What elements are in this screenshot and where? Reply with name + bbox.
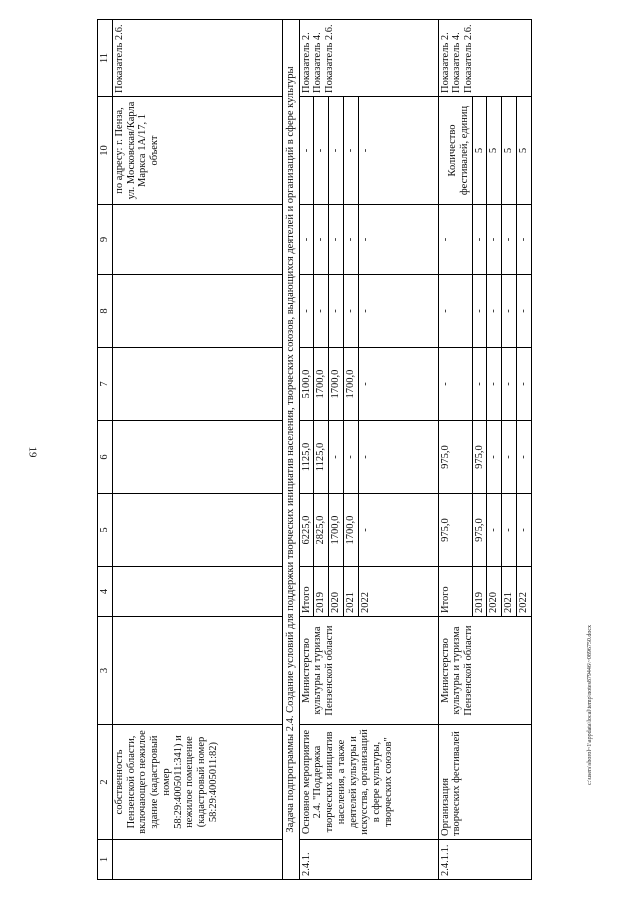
measure-row [438, 20, 472, 880]
value-cell: 1700,0 [343, 348, 358, 421]
measure-number: 2.4.1.1. [438, 840, 531, 880]
header-cell: 9 [98, 205, 113, 275]
measure-executor: Министерство культуры и туризма Пензенской области [438, 617, 531, 725]
year-cell: 2022 [358, 567, 438, 617]
unit-label: Количество фестивалей, единиц [438, 97, 472, 205]
footer-file-path: c:\users\sborol~1\appdata\local\temp\notes879446\~0896750.docx [587, 625, 593, 785]
value-cell: 975,0 [472, 494, 487, 567]
header-cell: 4 [98, 567, 113, 617]
value-cell: - [343, 97, 358, 205]
value-cell: 5 [487, 97, 502, 205]
value-cell: - [516, 348, 531, 421]
measure-name: Основное мероприятие 2.4. "Поддержка творческих инициатив населения, а также деятелей культуры и искусства, организаций в сфере культуры, творческих союзов" [299, 725, 438, 840]
value-cell: - [472, 348, 487, 421]
header-cell: 7 [98, 348, 113, 421]
value-cell: 5 [472, 97, 487, 205]
year-cell: 2020 [329, 567, 344, 617]
year-cell: 2020 [487, 567, 502, 617]
value-cell: - [502, 275, 517, 348]
value-cell: - [516, 421, 531, 494]
measure-name: Организация творческих фестивалей [438, 725, 531, 840]
value-cell: - [516, 205, 531, 275]
year-cell: 2021 [343, 567, 358, 617]
year-cell: Итого [438, 567, 472, 617]
year-cell: 2019 [314, 567, 329, 617]
value-cell: - [299, 97, 314, 205]
value-cell: - [299, 205, 314, 275]
year-cell: 2022 [516, 567, 531, 617]
value-cell: - [358, 275, 438, 348]
value-cell: - [358, 205, 438, 275]
value-cell: 2825,0 [314, 494, 329, 567]
header-cell: 6 [98, 421, 113, 494]
value-cell: - [343, 421, 358, 494]
value-cell: - [343, 205, 358, 275]
value-cell: - [438, 275, 472, 348]
measure-indicators: Показатель 2. Показатель 4. Показатель 2.6. [299, 20, 438, 97]
header-cell: 8 [98, 275, 113, 348]
value-cell: - [487, 348, 502, 421]
header-cell: 10 [98, 97, 113, 205]
value-cell: - [343, 275, 358, 348]
value-cell: 975,0 [472, 421, 487, 494]
value-cell: 1700,0 [329, 494, 344, 567]
value-cell: 6225,0 [299, 494, 314, 567]
value-cell: - [487, 421, 502, 494]
value-cell: - [438, 348, 472, 421]
value-cell: 1125,0 [314, 421, 329, 494]
task-row [282, 20, 299, 880]
value-cell: - [487, 494, 502, 567]
value-cell: - [358, 494, 438, 567]
measure-indicators: Показатель 2. Показатель 4. Показатель 2.6. [438, 20, 531, 97]
value-cell: - [487, 275, 502, 348]
property-row [112, 20, 282, 880]
value-cell: - [502, 348, 517, 421]
program-table [97, 19, 532, 880]
value-cell: - [487, 205, 502, 275]
value-cell: - [502, 205, 517, 275]
value-cell: 5100,0 [299, 348, 314, 421]
value-cell: - [358, 348, 438, 421]
value-cell: - [314, 275, 329, 348]
value-cell: 1125,0 [299, 421, 314, 494]
value-cell: - [314, 97, 329, 205]
value-cell: - [358, 97, 438, 205]
header-cell: 1 [98, 840, 113, 880]
value-cell: - [438, 205, 472, 275]
value-cell: - [314, 205, 329, 275]
value-cell: - [329, 421, 344, 494]
rotated-page-content [97, 20, 555, 880]
header-cell: 2 [98, 725, 113, 840]
value-cell: 5 [502, 97, 517, 205]
value-cell: 975,0 [438, 421, 472, 494]
value-cell: 1700,0 [343, 494, 358, 567]
header-cell: 5 [98, 494, 113, 567]
value-cell: 975,0 [438, 494, 472, 567]
value-cell: - [502, 494, 517, 567]
measure-executor: Министерство культуры и туризма Пензенской области [299, 617, 438, 725]
value-cell: - [516, 275, 531, 348]
property-address: по адресу: г. Пенза, ул. Московская/Карла Маркса 1А/17, 1 объект [112, 97, 282, 205]
header-cell: 3 [98, 617, 113, 725]
measure-row [299, 20, 314, 880]
page-number: 19 [26, 446, 39, 458]
value-cell: 1700,0 [314, 348, 329, 421]
value-cell: - [516, 494, 531, 567]
value-cell: - [502, 421, 517, 494]
property-description: собственность Пензенской области, включающего нежилое здание (кадастровый номер 58:29:4005011:341) и нежилое помещение (кадастровый номер 58:29:4005011:82) [112, 725, 282, 840]
value-cell: - [358, 421, 438, 494]
value-cell: - [299, 275, 314, 348]
value-cell: - [329, 97, 344, 205]
value-cell: - [329, 275, 344, 348]
value-cell: - [472, 205, 487, 275]
value-cell: - [472, 275, 487, 348]
value-cell: - [329, 205, 344, 275]
year-cell: Итого [299, 567, 314, 617]
value-cell: 5 [516, 97, 531, 205]
year-cell: 2019 [472, 567, 487, 617]
task-title: Задача подпрограммы 2.4. Создание условий для поддержки творческих инициатив населения, творческих союзов, выдающихся деятелей и организаций в сфере культуры [282, 20, 299, 880]
value-cell: 1700,0 [329, 348, 344, 421]
property-indicator: Показатель 2.6. [112, 20, 282, 97]
header-cell: 11 [98, 20, 113, 97]
header-row [98, 20, 113, 880]
year-cell: 2021 [502, 567, 517, 617]
measure-number: 2.4.1. [299, 840, 438, 880]
